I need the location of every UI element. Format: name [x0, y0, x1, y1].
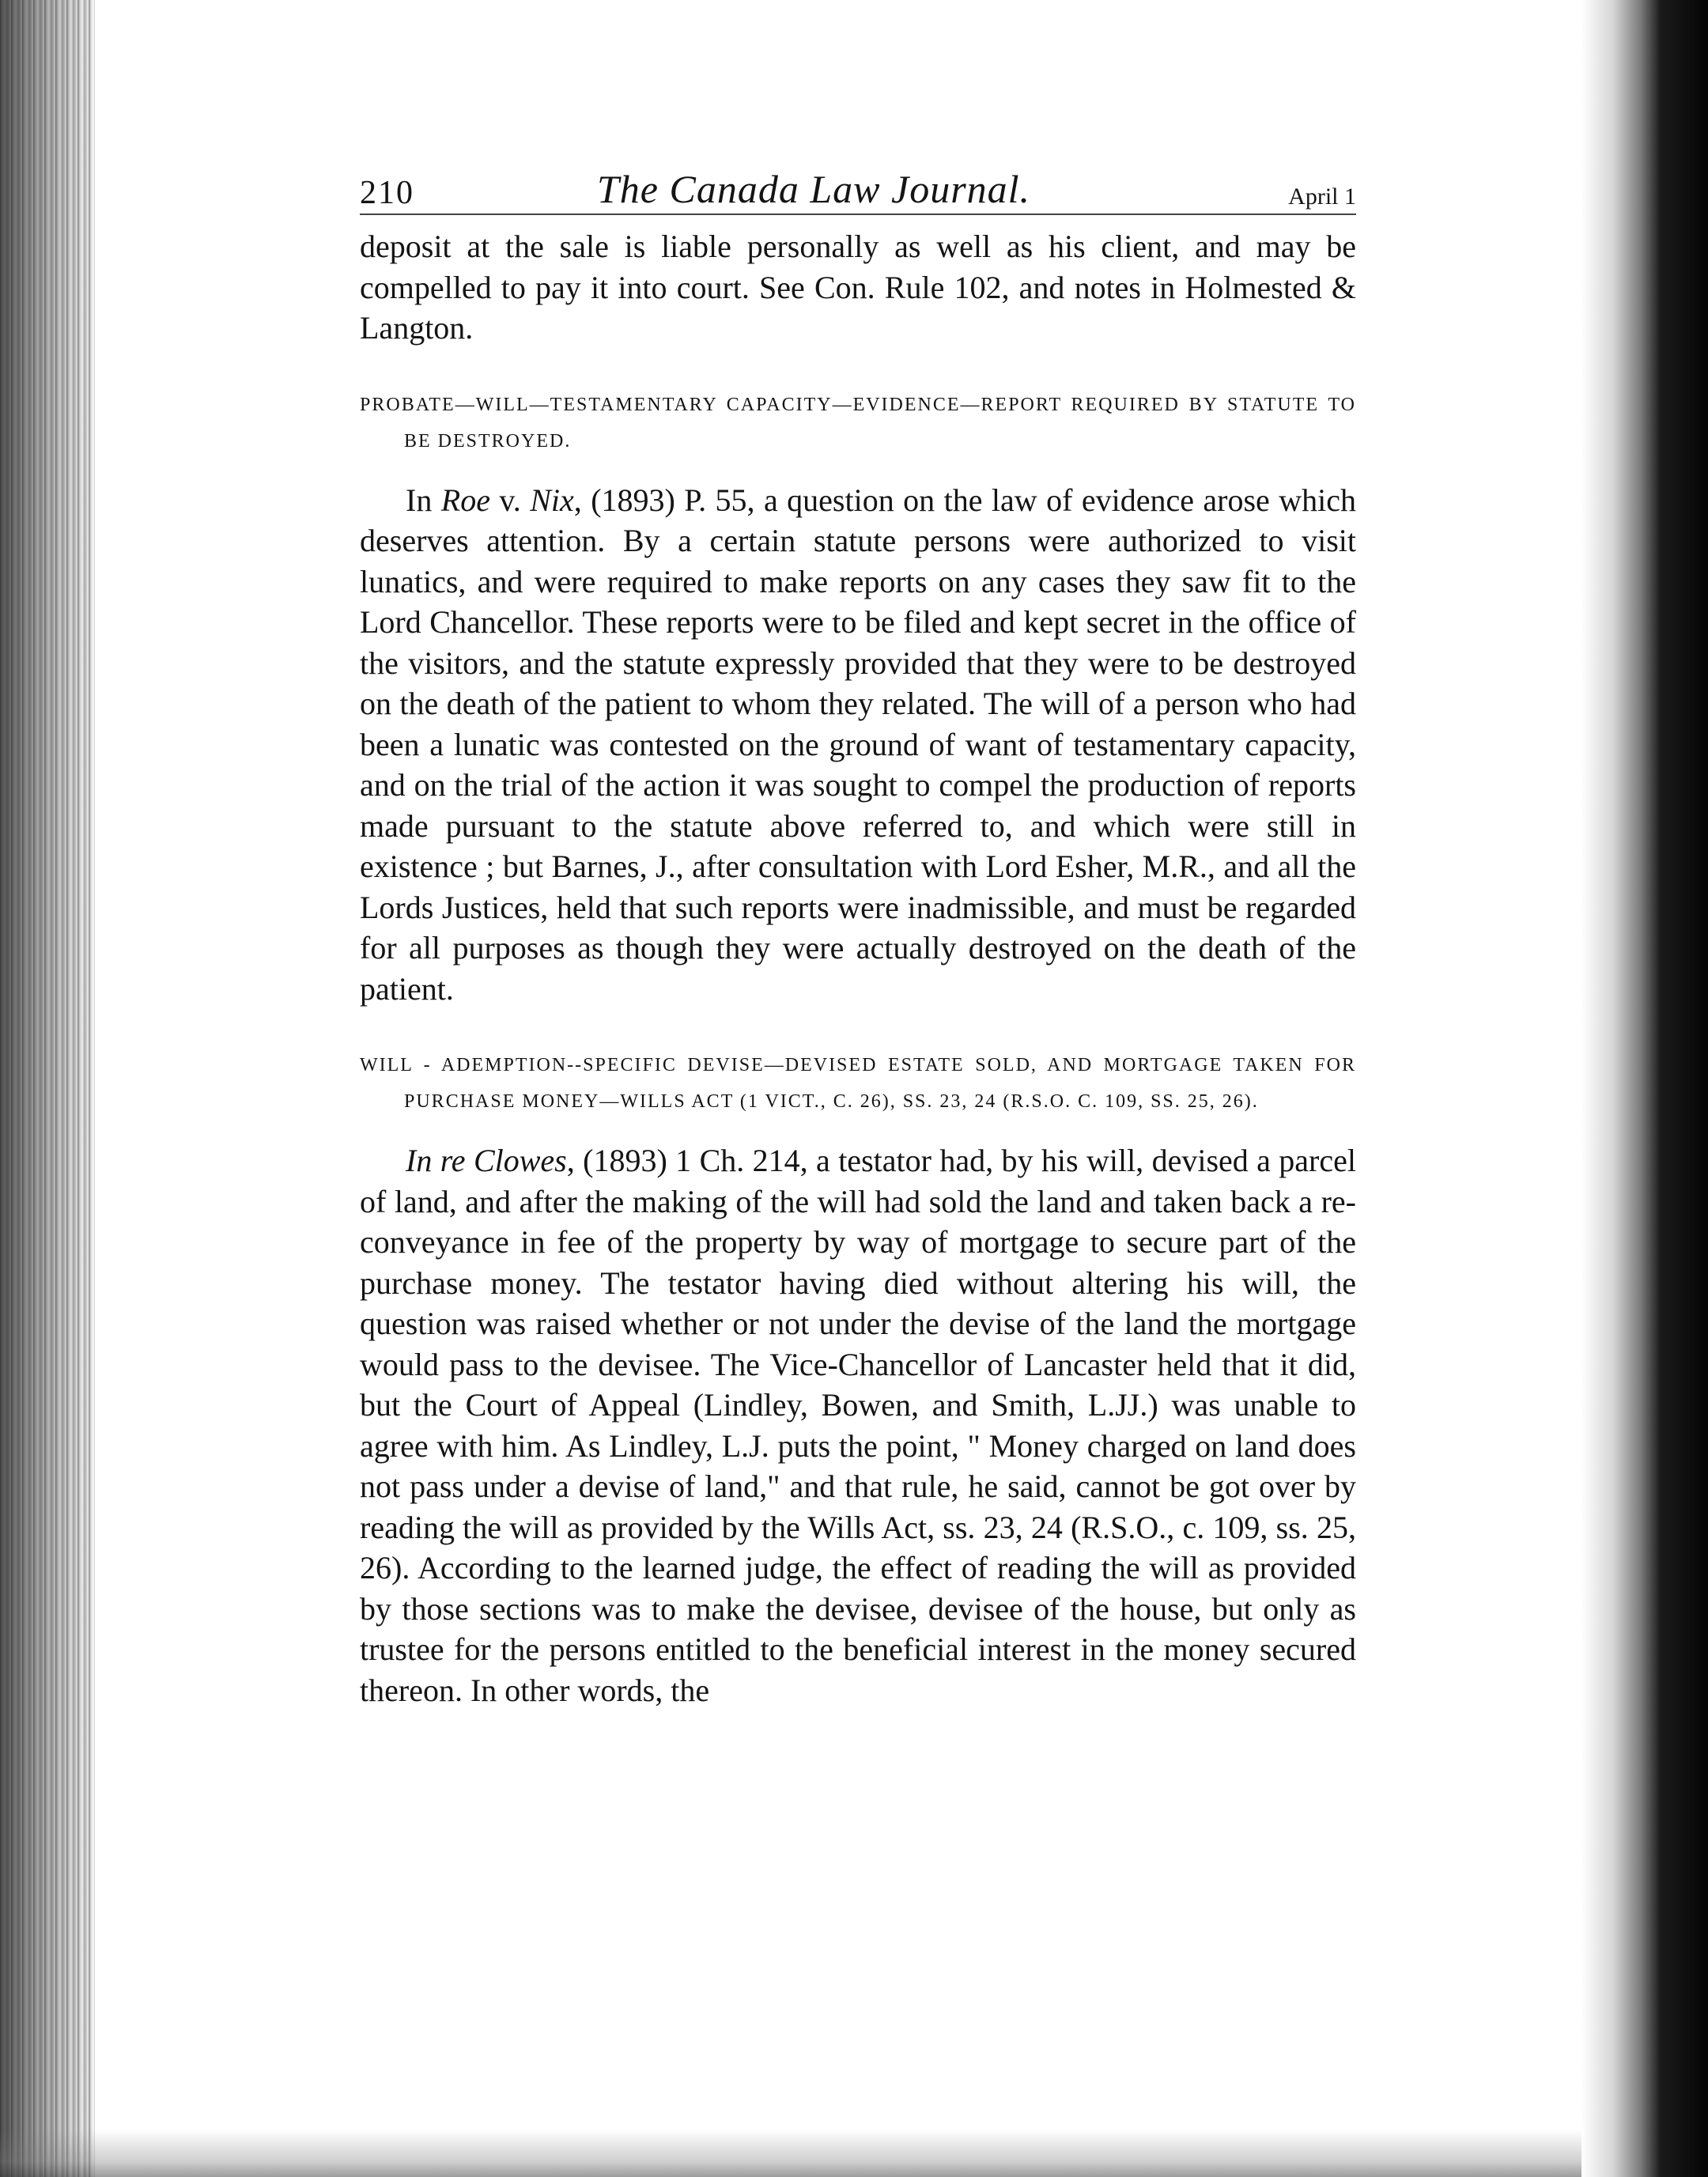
paragraph-in-re-clowes	[360, 1140, 1356, 1710]
paragraph-roe-v-nix	[360, 480, 1356, 1010]
headnote-probate: PROBATE—WILL—TESTAMENTARY CAPACITY—EVIDENCE—REPORT REQUIRED BY STATUTE TO BE DESTROYED.	[360, 394, 1356, 452]
text-segment: , (1893) 1 Ch. 214, a testator had, by his will, devised a parcel of land, and after the making of the will had sold the land and taken back a re-conveyance in fee of the property by way of mortgage to secure part of the purchase money. The testator having died without altering his will, the question was raised whether or not under the devise of the land the mortgage would pass to the devisee. The Vice-Chancellor of Lancaster held that it did, but the Court of Appeal (Lindley, Bowen, and Smith, L.JJ.) was unable to agree with him. As Lindley, L.J. puts the point, " Money charged on land does not pass under a devise of land," and that rule, he said, cannot be got over by reading the will as provided by the Wills Act, ss. 23, 24 (R.S.O., c. 109, ss. 25, 26). According to the learned judge, the effect of reading the will as provided by those sections was to make the devisee, devisee of the house, but only as trustee for the persons entitled to the beneficial interest in the money secured thereon. In other words, the	[360, 1143, 1357, 1708]
scan-binding-shadow-left	[0, 0, 95, 2177]
running-head	[360, 166, 1356, 215]
text-segment: In	[406, 482, 441, 518]
case-name-nix: Nix	[530, 482, 574, 518]
headnote-will-ademption: WILL - ADEMPTION--SPECIFIC DEVISE—DEVISED ESTATE SOLD, AND MORTGAGE TAKEN FOR PURCHASE MONEY—WILLS ACT (1 VICT., C. 26), SS. 23, 24 (R.S.O. C. 109, SS. 25, 26).	[360, 1055, 1356, 1112]
issue-date: April 1	[1288, 183, 1356, 210]
page-content	[360, 166, 1356, 1710]
text-segment: v.	[489, 482, 531, 518]
case-name-roe: Roe	[440, 482, 490, 518]
paragraph-continued: deposit at the sale is liable personally as well as his client, and may be compelled to pay it into court. See Con. Rule 102, and notes in Holmested & Langton.	[360, 229, 1356, 346]
case-name-clowes: In re Clowes	[406, 1143, 567, 1178]
scan-edge-shadow-bottom	[0, 2130, 1581, 2177]
journal-title: The Canada Law Journal.	[597, 167, 1031, 211]
page-number: 210	[360, 175, 414, 211]
scan-edge-shadow-right	[1581, 0, 1708, 2177]
text-segment: , (1893) P. 55, a question on the law of evidence arose which deserves attention. By a certain statute persons were authorized to visit lunatics, and were required to make reports on any cases they saw fit to the Lord Chancellor. These reports were to be filed and kept secret in the office of the visitors, and the statute expressly provided that they were to be destroyed on the death of the patient to whom they related. The will of a person who had been a lunatic was contested on the ground of want of testamentary capacity, and on the trial of the action it was sought to compel the production of reports made pursuant to the statute above referred to, and which were still in existence ; but Barnes, J., after consultation with Lord Esher, M.R., and all the Lords Justices, held that such reports were inadmissible, and must be regarded for all purposes as though they were actually destroyed on the death of the patient.	[360, 482, 1356, 1007]
